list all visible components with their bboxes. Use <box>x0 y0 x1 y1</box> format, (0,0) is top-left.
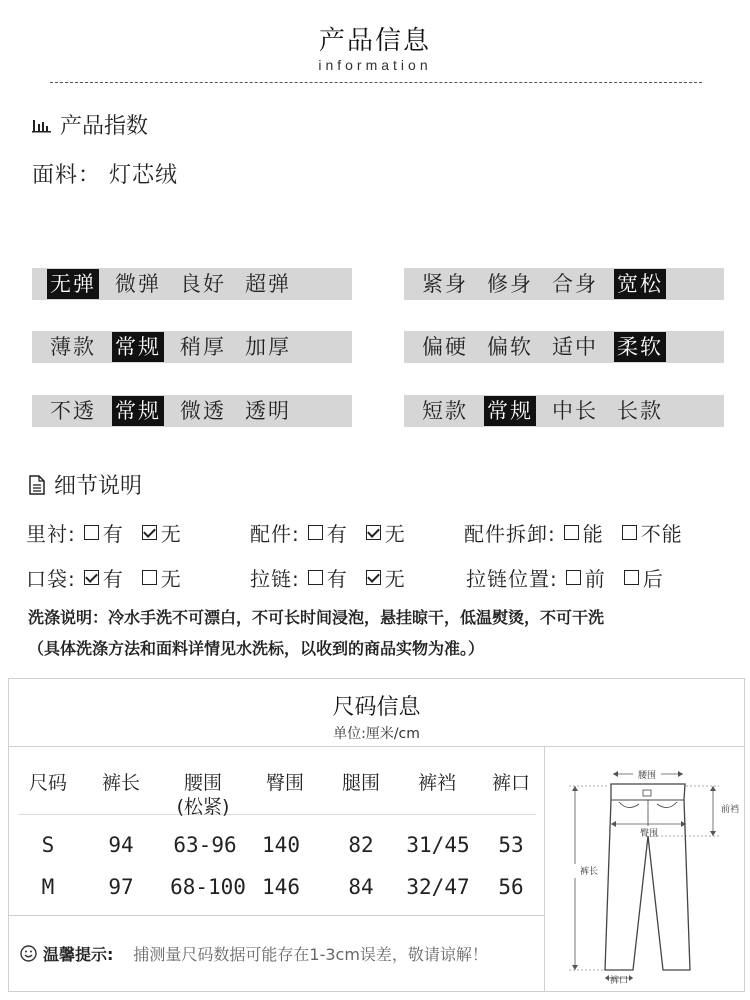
details-heading <box>28 469 142 500</box>
rating-softness <box>404 331 724 363</box>
rating-option: 适中 <box>552 335 598 359</box>
field-label: 拉链位置: <box>466 567 558 591</box>
rating-option: 短款 <box>422 399 468 423</box>
checked-box-icon[interactable] <box>366 525 381 540</box>
rating-option: 常规 <box>112 332 164 362</box>
table-cell: 84 <box>348 875 374 899</box>
field-label: 拉链: <box>250 567 300 591</box>
rating-option: 紧身 <box>422 272 468 296</box>
size-tip <box>20 942 488 965</box>
rating-option: 长款 <box>617 399 663 423</box>
size-tip-divider <box>8 915 544 916</box>
checkbox-label: 无 <box>160 567 182 591</box>
fabric-label: 面料： 灯芯绒 <box>32 163 178 188</box>
document-icon <box>28 475 46 495</box>
col-header-length: 裤长 <box>101 772 140 794</box>
checkbox-label: 有 <box>102 567 124 591</box>
wash-note: （具体洗涤方法和面料详情见水洗标，以收到的商品实物为准。） <box>28 639 485 658</box>
checkbox-label: 有 <box>326 567 348 591</box>
diagram-hem-label: 裤口 <box>609 976 629 985</box>
table-cell: M <box>41 875 55 899</box>
index-heading-label: 产品指数 <box>60 114 149 139</box>
smile-icon <box>20 945 37 962</box>
rating-option: 微透 <box>180 399 226 423</box>
checkbox-option[interactable] <box>142 563 182 592</box>
details-heading-label: 细节说明 <box>54 474 143 499</box>
rating-option: 无弹 <box>47 269 99 299</box>
details-row-1 <box>26 518 695 547</box>
size-unit: 单位:厘米/cm <box>333 726 420 742</box>
table-cell: 94 <box>108 833 134 857</box>
col-header-waist: 腰围 <box>183 772 222 794</box>
wash-instructions: 洗涤说明：冷水手洗不可漂白，不可长时间浸泡，悬挂晾干，低温熨烫，不可干洗 <box>28 608 605 627</box>
pants-outline <box>605 784 690 970</box>
rating-option: 常规 <box>112 396 164 426</box>
checkbox-label: 无 <box>384 567 406 591</box>
col-header-size: 尺码 <box>28 772 67 794</box>
col-header-thigh: 腿围 <box>341 772 380 794</box>
field-accessory <box>250 518 464 547</box>
checkbox-label: 不能 <box>640 522 683 546</box>
table-cell: 56 <box>498 875 524 899</box>
rating-option: 良好 <box>180 272 226 296</box>
col-header-waist-note: (松紧) <box>176 796 230 818</box>
rating-length <box>404 395 724 427</box>
checkbox-option[interactable] <box>84 563 124 592</box>
rating-thickness <box>32 331 352 363</box>
tip-label: 温馨提示: <box>43 945 114 964</box>
field-zipper-position <box>466 563 676 592</box>
size-divider-vertical <box>544 746 545 992</box>
diagram-length-label: 裤长 <box>579 867 599 877</box>
field-label: 里衬: <box>26 522 76 546</box>
checkbox-option[interactable] <box>622 518 683 547</box>
field-label: 配件: <box>250 522 300 546</box>
field-label: 配件拆卸: <box>464 522 556 546</box>
rating-option: 加厚 <box>245 335 291 359</box>
field-label: 口袋: <box>26 567 76 591</box>
table-cell: 146 <box>262 875 300 899</box>
table-cell: 63-96 <box>173 833 237 857</box>
rating-option: 修身 <box>487 272 533 296</box>
checkbox-option[interactable] <box>366 518 406 547</box>
checkbox-option[interactable] <box>308 518 348 547</box>
unchecked-box-icon[interactable] <box>566 570 581 585</box>
bar-chart-icon <box>32 117 52 133</box>
checkbox-option[interactable] <box>142 518 182 547</box>
details-row-2 <box>26 563 676 592</box>
table-cell: 32/47 <box>406 875 470 899</box>
size-divider <box>8 746 745 747</box>
checkbox-option[interactable] <box>366 563 406 592</box>
table-cell: 53 <box>498 833 524 857</box>
rating-fit <box>404 268 724 300</box>
rating-option: 常规 <box>484 396 536 426</box>
size-header-divider <box>18 814 536 815</box>
col-header-hip: 臀围 <box>265 772 304 794</box>
checkbox-label: 能 <box>582 522 604 546</box>
diagram-front-rise-label: 前裆 <box>720 805 740 815</box>
index-heading <box>32 109 148 140</box>
checkbox-label: 前 <box>584 567 606 591</box>
unchecked-box-icon[interactable] <box>622 525 637 540</box>
field-pocket <box>26 563 250 592</box>
field-accessory-detach <box>464 518 695 547</box>
rating-option: 稍厚 <box>180 335 226 359</box>
table-cell: 140 <box>262 833 300 857</box>
checkbox-option[interactable] <box>566 563 606 592</box>
checkbox-option[interactable] <box>624 563 664 592</box>
checked-box-icon[interactable] <box>366 570 381 585</box>
rating-option: 微弹 <box>115 272 161 296</box>
table-cell: S <box>41 833 55 857</box>
table-cell: 82 <box>348 833 374 857</box>
col-header-hem: 裤口 <box>491 772 530 794</box>
rating-option: 超弹 <box>245 272 291 296</box>
rating-option: 薄款 <box>50 335 96 359</box>
unchecked-box-icon[interactable] <box>624 570 639 585</box>
page-title: 产品信息 <box>318 26 431 56</box>
unchecked-box-icon[interactable] <box>308 570 323 585</box>
rating-option: 中长 <box>552 399 598 423</box>
rating-option: 宽松 <box>614 269 666 299</box>
pants-diagram <box>553 760 743 985</box>
checkbox-label: 有 <box>326 522 348 546</box>
rating-option: 柔软 <box>614 332 666 362</box>
checkbox-option[interactable] <box>84 518 124 547</box>
page-subtitle: information <box>318 57 432 73</box>
rating-option: 不透 <box>50 399 96 423</box>
checked-box-icon[interactable] <box>142 525 157 540</box>
rating-elasticity <box>32 268 352 300</box>
rating-option: 偏硬 <box>422 335 468 359</box>
rating-option: 透明 <box>245 399 291 423</box>
header-divider <box>50 82 702 83</box>
size-title: 尺码信息 <box>332 695 421 720</box>
field-zipper <box>250 563 466 592</box>
checkbox-option[interactable] <box>308 563 348 592</box>
unchecked-box-icon[interactable] <box>142 570 157 585</box>
diagram-hip-label: 臀围 <box>639 829 659 839</box>
table-cell: 31/45 <box>406 833 470 857</box>
rating-option: 偏软 <box>487 335 533 359</box>
table-cell: 97 <box>108 875 134 899</box>
checkbox-label: 无 <box>160 522 182 546</box>
rating-transparency <box>32 395 352 427</box>
checkbox-label: 有 <box>102 522 124 546</box>
checkbox-option[interactable] <box>564 518 604 547</box>
unchecked-box-icon[interactable] <box>84 525 99 540</box>
field-lining <box>26 518 250 547</box>
col-header-rise: 裤裆 <box>417 772 456 794</box>
rating-option: 合身 <box>552 272 598 296</box>
checked-box-icon[interactable] <box>84 570 99 585</box>
diagram-waist-label: 腰围 <box>637 771 657 781</box>
unchecked-box-icon[interactable] <box>564 525 579 540</box>
tip-text: 捕测量尺码数据可能存在1-3cm误差，敬请谅解！ <box>133 945 488 964</box>
unchecked-box-icon[interactable] <box>308 525 323 540</box>
checkbox-label: 后 <box>642 567 664 591</box>
checkbox-label: 无 <box>384 522 406 546</box>
table-cell: 68-100 <box>170 875 246 899</box>
